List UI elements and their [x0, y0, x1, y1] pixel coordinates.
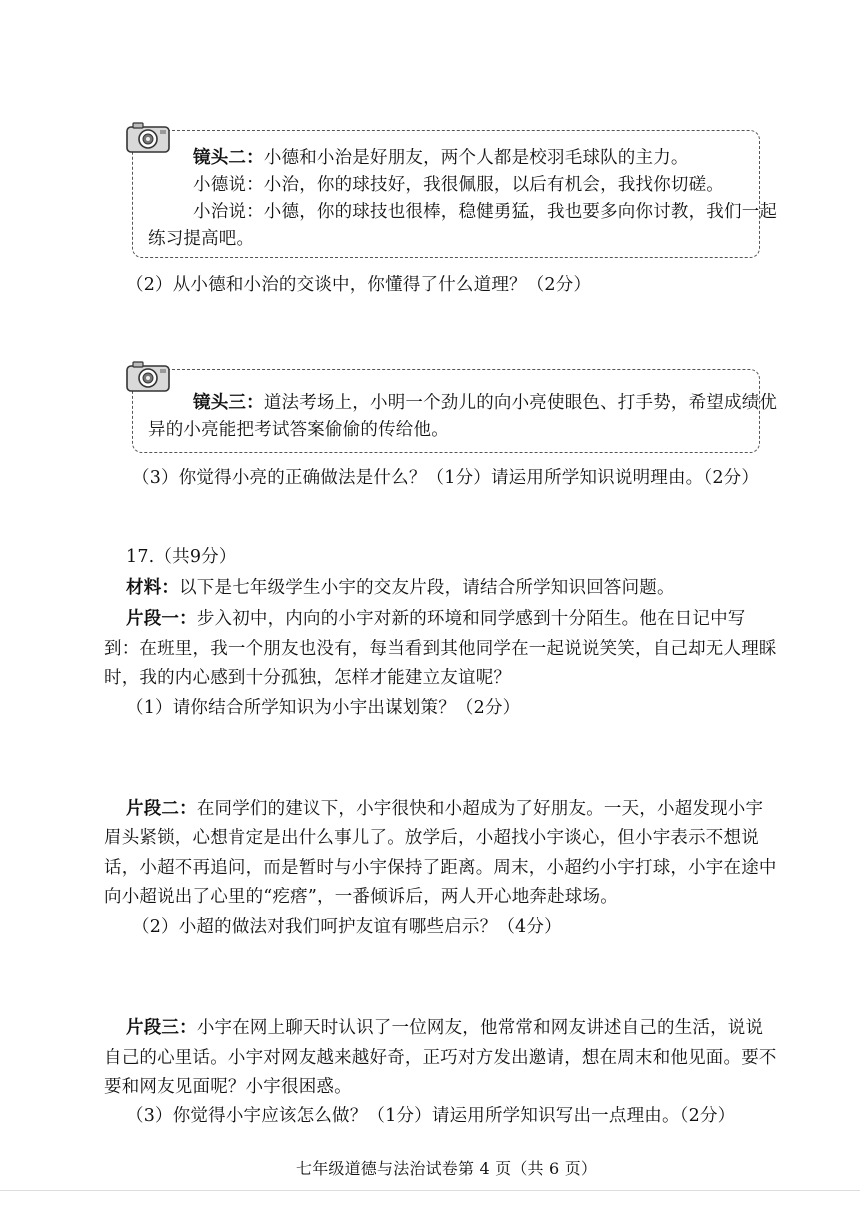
- question-2: （2）从小德和小治的交谈中，你懂得了什么道理？（2分）: [126, 275, 592, 295]
- fragment-3-line-1: 片段三：小宇在网上聊天时认识了一位网友，他常常和网友讲述自己的生活，说说: [126, 1018, 764, 1038]
- page-footer: 七年级道德与法治试卷第 4 页（共 6 页）: [296, 1159, 598, 1178]
- fragment-2-line-3: 话，小超不再追问，而是暂时与小宇保持了距离。周末，小超约小宇打球，小宇在途中: [104, 858, 777, 878]
- fragment-2-label: 片段二：: [126, 799, 197, 819]
- material-label: 材料：: [126, 578, 180, 598]
- material-line: 材料：以下是七年级学生小宇的交友片段，请结合所学知识回答问题。: [126, 578, 675, 598]
- question-3: （3）你觉得小亮的正确做法是什么？（1分）请运用所学知识说明理由。（2分）: [132, 468, 760, 488]
- fragment-1-line-2: 到：在班里，我一个朋友也没有，每当看到其他同学在一起说说笑笑，自己却无人理睬: [104, 639, 777, 659]
- fragment-2-line-2: 眉头紧锁，心想肯定是出什么事儿了。放学后，小超找小宇谈心，但小宇表示不想说: [104, 828, 759, 848]
- fragment-3-label: 片段三：: [126, 1018, 197, 1038]
- sub-question-3: （3）你觉得小宇应该怎么做？（1分）请运用所学知识写出一点理由。（2分）: [126, 1106, 736, 1126]
- fragment-2-line-4: 向小超说出了心里的“疙瘩”，一番倾诉后，两人开心地奔赴球场。: [104, 887, 618, 907]
- fragment-2-line-1: 片段二：在同学们的建议下，小宇很快和小超成为了好朋友。一天，小超发现小宇: [126, 799, 764, 819]
- fragment-3-line-2: 自己的心里话。小宇对网友越来越好奇，正巧对方发出邀请，想在周末和他见面。要不: [104, 1048, 777, 1068]
- shot-two-line-2: 小德说：小治，你的球技好，我很佩服，以后有机会，我找你切磋。: [193, 175, 724, 195]
- fragment-1-line-1: 片段一：步入初中，内向的小宇对新的环境和同学感到十分陌生。他在日记中写: [126, 609, 746, 629]
- page-bottom-divider: [0, 1190, 860, 1191]
- fragment-1-label: 片段一：: [126, 609, 197, 629]
- shot-two-line-1: 镜头二：小德和小治是好朋友，两个人都是校羽毛球队的主力。: [193, 148, 689, 168]
- sub-question-2: （2）小超的做法对我们呵护友谊有哪些启示？（4分）: [132, 917, 562, 937]
- shot-three-line-2: 异的小亮能把考试答案偷偷的传给他。: [148, 420, 449, 440]
- fragment-3-line-3: 要和网友见面呢？小宇很困惑。: [104, 1077, 352, 1097]
- sub-question-1: （1）请你结合所学知识为小宇出谋划策？（2分）: [126, 698, 521, 718]
- camera-icon: [126, 120, 172, 154]
- shot-two-line-3: 小治说：小德，你的球技也很棒，稳健勇猛，我也要多向你讨教，我们一起: [193, 202, 778, 222]
- shot-two-line-4: 练习提高吧。: [148, 229, 255, 249]
- question-17-title: 17.（共9分）: [126, 547, 237, 567]
- fragment-1-line-3: 时，我的内心感到十分孤独，怎样才能建立友谊呢？: [104, 668, 512, 688]
- shot-three-heading: 镜头三：: [193, 393, 264, 413]
- shot-two-heading: 镜头二：: [193, 148, 264, 168]
- shot-three-line-1: 镜头三：道法考场上，小明一个劲儿的向小亮使眼色、打手势，希望成绩优: [193, 393, 778, 413]
- camera-icon: [126, 359, 172, 393]
